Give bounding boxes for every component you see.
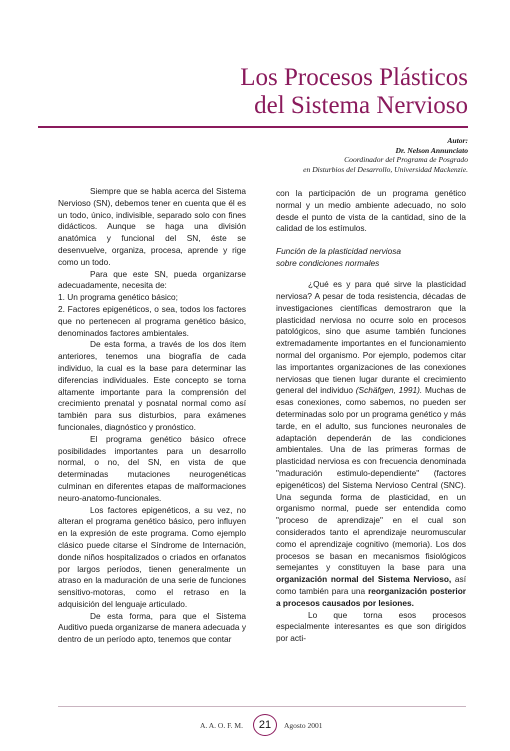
subheading-line-1: Función de la plasticidad nerviosa bbox=[276, 246, 401, 257]
list-item: 2. Factores epigenéticos, o sea, todos los factores que no pertenecen al programa genético básico, denominados factores ambientales. bbox=[58, 303, 246, 338]
paragraph: con la participación de un programa genético normal y un medio ambiente adecuado, no solo desde el punto de vista de la cantidad, sino de la calidad de los estímulos. bbox=[276, 188, 466, 234]
emphasis: reorganización posterior a procesos causados por lesiones. bbox=[276, 585, 467, 608]
text-run: Muchas de esas conexiones, como sabemos, no pueden ser determinadas solo por un programa genético y más tarde, en el adulto, sus funciones neuronales de adaptación dependerán de las condiciones ambientales. Una de las primeras formas de plasticidad nerviosa es con frecuencia denominada "maduración estimulo-dependiente" (factores epigenéticos) del Sistema Nervioso Central (SNC). Una segunda forma de plasticidad, en un organismo normal, puede ser entendida como "proceso de aprendizaje" en el cual son considerados tanto el aprendizaje neuromuscular como el aprendizaje cognitivo (memoria). Los dos procesos se basan en mecanismos fisiológicos semejantes y constituyen la base para una bbox=[276, 385, 466, 573]
author-name: Dr. Nelson Annunciato bbox=[395, 145, 468, 155]
author-role: Coordinador del Programa de Posgrado bbox=[344, 155, 468, 165]
right-column bbox=[276, 188, 466, 645]
page-number: 21 bbox=[253, 714, 277, 736]
author-affiliation: en Disturbios del Desarrollo, Universidad Mackenzie. bbox=[303, 164, 468, 174]
article-title bbox=[68, 64, 468, 120]
paragraph: Siempre que se habla acerca del Sistema Nervioso (SN), debemos tener en cuenta que él es un todo, único, indivisible, separado solo con fines didácticos. Aunque se haga una división anatómica y funcional del SN, éste se desenvuelve, organiza, procesa, aprende y rige como un todo. bbox=[58, 186, 246, 267]
paragraph bbox=[276, 279, 466, 609]
list-item: 1. Un programa genético básico; bbox=[58, 292, 178, 303]
paragraph: Para que este SN, pueda organizarse adecuadamente, necesita de: bbox=[58, 268, 246, 291]
footer-rule bbox=[58, 706, 466, 707]
emphasis: organización normal del Sistema Nervioso, bbox=[276, 574, 452, 585]
title-line-1: Los Procesos Plásticos bbox=[240, 64, 468, 91]
text-run: ¿Qué es y para qué sirve la plasticidad nerviosa? A pesar de toda resistencia, décadas de investigaciones científicas demostraron que la plasticidad nerviosa no ocurre solo en procesos patológicos, sino que asume también funciones extremadamente importantes en el funcionamiento normal del organismo. Por ejemplo, podemos citar las importantes organizaciones de las conexiones nerviosas que tienen lugar durante el crecimiento general del individuo bbox=[276, 279, 466, 396]
title-line-2: del Sistema Nervioso bbox=[254, 92, 468, 119]
paragraph: De esta forma, a través de los dos ítem anteriores, tenemos una biografía de cada individuo, la cual es la base para determinar las diferencias individuales. Este concepto se torna altamente importante para la comprensión del crecimiento prenatal y posnatal normal como así también para sus disturbios, para exámenes funcionales, diagnóstico y pronóstico. bbox=[58, 339, 246, 432]
paragraph: El programa genético básico ofrece posibilidades importantes para un desarrollo normal, o no, del SN, en vista de que determinadas mutaciones neurogenéticas culminan en diferentes etapas de malformaciones neuro-anatomo-funcionales. bbox=[58, 433, 246, 503]
issue-date: Agosto 2001 bbox=[284, 721, 323, 730]
section-subheading bbox=[276, 246, 466, 269]
paragraph: Lo que torna esos procesos especialmente interesantes es que son dirigidos por acti- bbox=[276, 609, 466, 644]
author-byline bbox=[168, 136, 468, 174]
subheading-line-2: sobre condiciones normales bbox=[276, 257, 380, 268]
author-label: Autor: bbox=[447, 136, 468, 145]
title-rule bbox=[38, 126, 468, 128]
paragraph: Los factores epigenéticos, a su vez, no alteran el programa genético básico, pero influyen en la expresión de este programa. Como ejemplo clásico puede citarse el Síndrome de Internación, donde niños hospitalizados o criados en orfanatos por largos períodos, tienen generalmente un atraso en la maduración de una serie de funciones sensitivo-motoras, como el retraso en la adquisición del lenguaje articulado. bbox=[58, 504, 246, 609]
citation: (Schäfgen, 1991). bbox=[355, 385, 423, 396]
paragraph: De esta forma, para que el Sistema Auditivo pueda organizarse de manera adecuada y dentro de un período apto, tenemos que contar bbox=[58, 610, 246, 645]
left-column bbox=[58, 186, 246, 646]
text-run: así como también para una bbox=[276, 574, 466, 596]
journal-name: A. A. O. F. M. bbox=[200, 721, 243, 730]
